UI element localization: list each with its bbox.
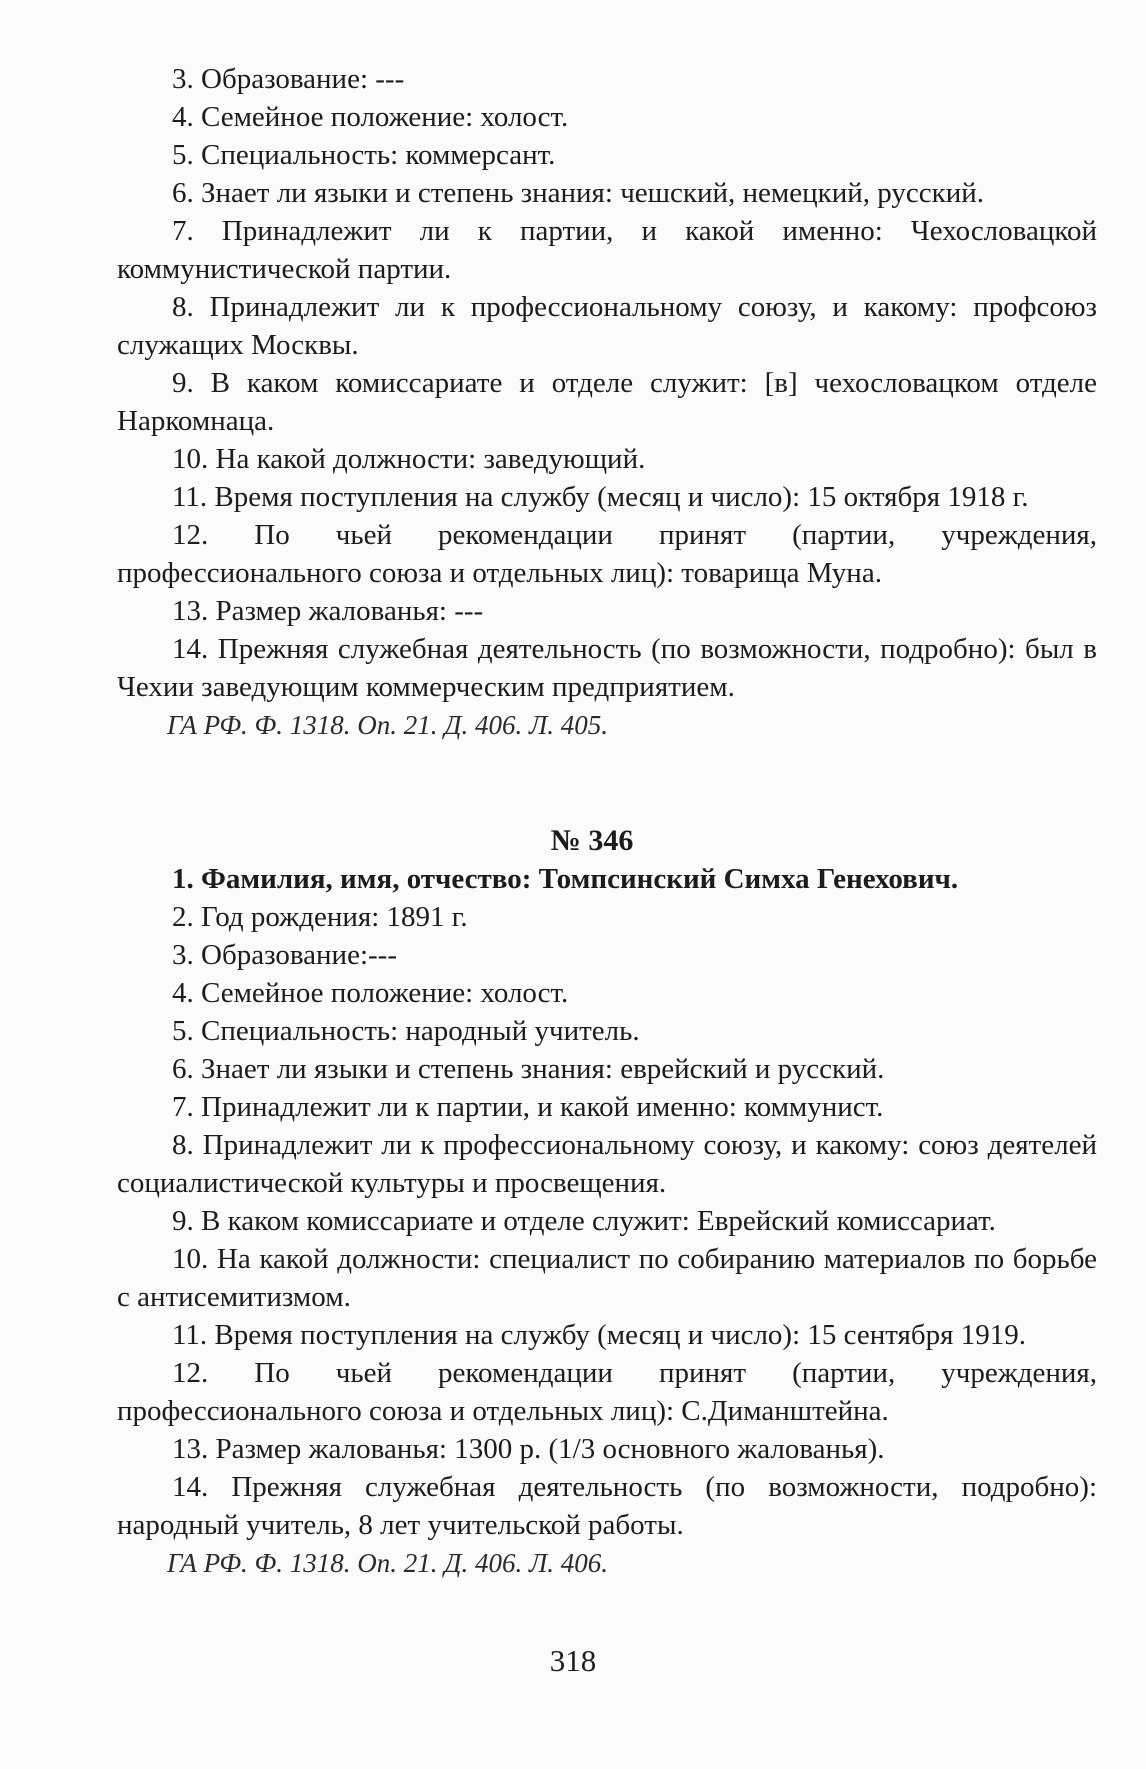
record-345-item-8: 8. Принадлежит ли к профессиональному союзу, и какому: профсоюз служащих Москвы. [117,291,1097,361]
record-345-item-6: 6. Знает ли языки и степень знания: чешский, немецкий, русский. [172,177,984,209]
record-345-item-11: 11. Время поступления на службу (месяц и число): 15 октября 1918 г. [172,481,1029,513]
record-346-number: № 346 [550,824,634,857]
record-346-item-6: 6. Знает ли языки и степень знания: еврейский и русский. [172,1053,885,1085]
record-346-item-4: 4. Семейное положение: холост. [172,977,569,1009]
record-346-item-3: 3. Образование:--- [172,939,397,971]
record-346 [117,822,1097,1582]
record-346-item-12: 12. По чьей рекомендации принят (партии, учреждения, профессионального союза и отдельных лиц): С.Диманштейна. [117,1357,1097,1427]
record-346-item-5: 5. Специальность: народный учитель. [172,1015,640,1047]
record-346-item-7: 7. Принадлежит ли к партии, и какой именно: коммунист. [172,1091,884,1123]
record-345-item-3: 3. Образование: --- [172,63,405,95]
record-346-source: ГА РФ. Ф. 1318. Оп. 21. Д. 406. Л. 406. [167,1548,608,1578]
record-345-item-13: 13. Размер жалованья: --- [172,595,484,627]
record-345-item-12: 12. По чьей рекомендации принят (партии, учреждения, профессионального союза и отдельных лиц): товарища Муна. [117,519,1097,589]
record-346-item-9: 9. В каком комиссариате и отделе служит: Еврейский комиссариат. [172,1205,996,1237]
record-345-item-10: 10. На какой должности: заведующий. [172,443,646,475]
record-345 [117,60,1097,744]
record-345-item-7: 7. Принадлежит ли к партии, и какой именно: Чехословацкой коммунистической партии. [117,215,1097,285]
record-346-item-11: 11. Время поступления на службу (месяц и число): 15 сентября 1919. [172,1319,1026,1351]
record-345-item-9: 9. В каком комиссариате и отделе служит: [в] чехословацком отделе Наркомнаца. [117,367,1097,437]
record-346-title: 1. Фамилия, имя, отчество: Томпсинский Симха Генехович. [172,863,959,895]
record-345-item-4: 4. Семейное положение: холост. [172,101,569,133]
record-345-source: ГА РФ. Ф. 1318. Оп. 21. Д. 406. Л. 405. [167,710,608,740]
record-346-item-14: 14. Прежняя служебная деятельность (по возможности, подробно): народный учитель, 8 лет учительской работы. [117,1471,1097,1541]
page-number: 318 [549,1643,597,1678]
record-345-item-5: 5. Специальность: коммерсант. [172,139,556,171]
record-346-item-10: 10. На какой должности: специалист по собиранию материалов по борьбе с антисемитизмом. [117,1243,1097,1313]
record-346-item-13: 13. Размер жалованья: 1300 р. (1/3 основного жалованья). [172,1433,885,1465]
record-346-item-8: 8. Принадлежит ли к профессиональному союзу, и какому: союз деятелей социалистической культуры и просвещения. [117,1129,1097,1199]
record-345-item-14: 14. Прежняя служебная деятельность (по возможности, подробно): был в Чехии заведующим коммерческим предприятием. [117,633,1097,703]
record-346-item-2: 2. Год рождения: 1891 г. [172,901,468,933]
